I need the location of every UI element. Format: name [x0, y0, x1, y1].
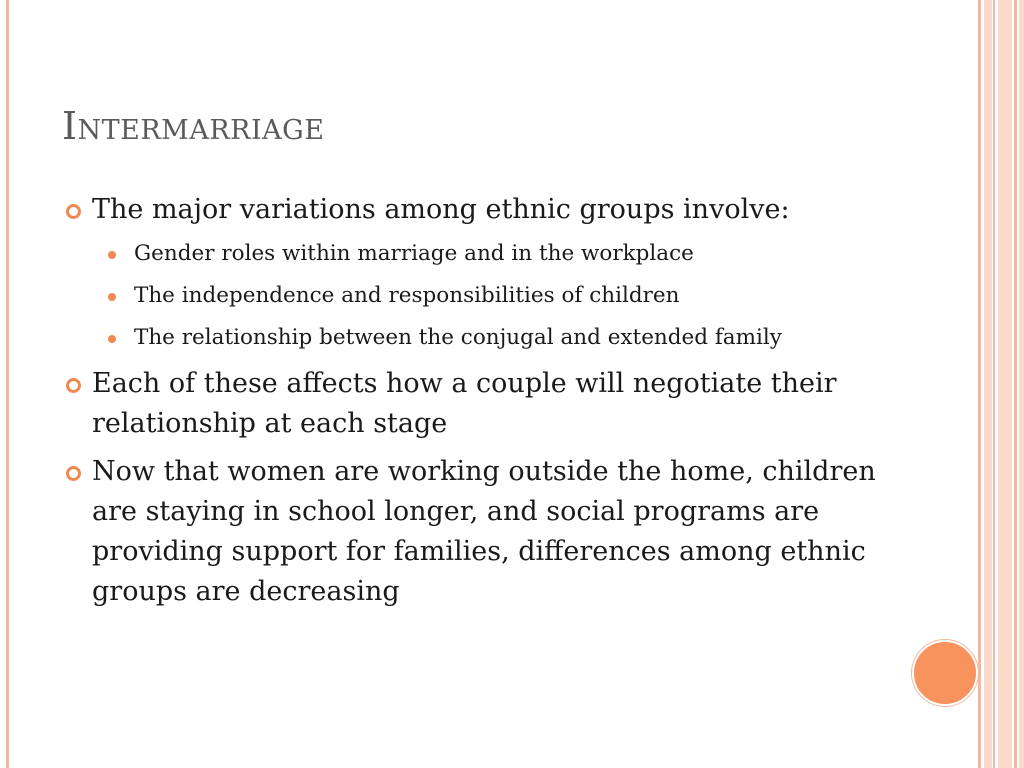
- bullet-text: The major variations among ethnic groups involve:: [92, 194, 790, 225]
- bullet-item: [64, 190, 924, 230]
- sub-bullet-text: Gender roles within marriage and in the workplace: [134, 241, 694, 266]
- ring-bullet-icon: [66, 466, 81, 481]
- left-border-line: [6, 0, 9, 768]
- bullet-text: Now that women are working outside the home, children are staying in school longer, and social programs are providing support for families, differences among ethnic groups are decreasing: [92, 456, 876, 607]
- right-stripe: [1019, 0, 1024, 768]
- ring-bullet-icon: [66, 378, 81, 393]
- right-stripe: [978, 0, 981, 768]
- dot-bullet-icon: [108, 251, 116, 259]
- bullet-text: Each of these affects how a couple will negotiate their relationship at each stage: [92, 368, 837, 439]
- sub-bullet-list: [64, 238, 924, 354]
- sub-bullet-text: The independence and responsibilities of children: [134, 283, 680, 308]
- slide-content: [64, 190, 924, 620]
- dot-bullet-icon: [108, 293, 116, 301]
- decorative-circle: [912, 640, 978, 706]
- ring-bullet-icon: [66, 204, 81, 219]
- sub-bullet-item: [108, 238, 924, 270]
- sub-bullet-item: [108, 322, 924, 354]
- sub-bullet-text: The relationship between the conjugal and extended family: [134, 325, 782, 350]
- bullet-item: [64, 364, 924, 444]
- slide-title: Intermarriage: [62, 104, 325, 148]
- sub-bullet-item: [108, 280, 924, 312]
- dot-bullet-icon: [108, 335, 116, 343]
- right-stripe: [998, 0, 1012, 768]
- right-stripe: [1014, 0, 1017, 768]
- right-stripe: [984, 0, 992, 768]
- bullet-item: [64, 452, 924, 612]
- right-stripe: [993, 0, 995, 768]
